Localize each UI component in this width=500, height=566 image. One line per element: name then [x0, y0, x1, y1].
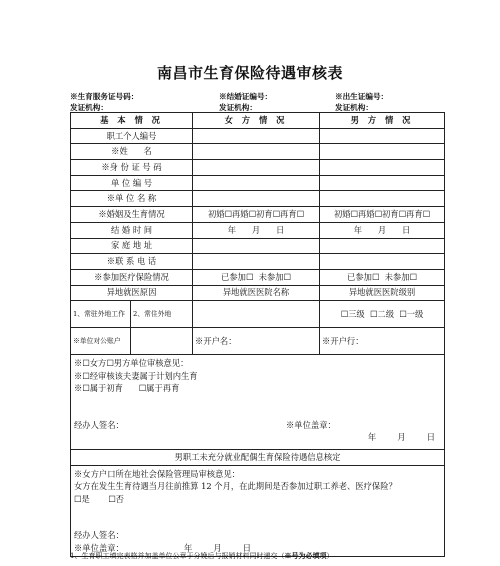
female-marriage-options[interactable]: 初婚☐再婚☐初育☐再育☐: [193, 207, 320, 223]
label-medical-insured: ※参加医疗保险情况: [71, 269, 193, 285]
male-unit-no-cell[interactable]: [320, 175, 445, 191]
row-remote-options: [71, 301, 445, 328]
footnote: [70, 551, 333, 561]
row-unit-name: [71, 191, 445, 207]
social-review-line3[interactable]: ☐是 ☐否: [74, 493, 124, 504]
unit-review-sign-line: [74, 419, 441, 432]
label-marriage-status: ※婚姻及生育情况: [71, 207, 193, 223]
unit-review-date: 年 月 日: [367, 432, 436, 443]
row-marriage-status: [71, 207, 445, 223]
row-unit-no: [71, 175, 445, 191]
row-social-review: [71, 465, 445, 557]
female-insured-options[interactable]: 已参加☐ 未参加☐: [193, 269, 320, 285]
label-phone: ※联 系 电 话: [71, 254, 193, 270]
unit-seal-label: ※单位盖章：: [286, 419, 336, 430]
label-unit-name: ※单 位 名 称: [71, 191, 193, 207]
label-address: 家 庭 地 址: [71, 238, 193, 254]
row-phone: [71, 254, 445, 270]
remote-hospital-name-cell[interactable]: [193, 301, 320, 328]
female-unit-name-cell[interactable]: [193, 191, 320, 207]
reason-option-1[interactable]: 1、常驻外地工作: [71, 301, 131, 328]
issuer-label-3: 发证机构：: [335, 103, 373, 112]
page-title: 南昌市生育保险待遇审核表: [156, 64, 343, 82]
header-row: [71, 113, 445, 129]
label-unit-no: 单 位 编 号: [71, 175, 193, 191]
bank-cell[interactable]: ※开户行：: [320, 328, 445, 355]
label-remote-hospital-level: 异地就医医院级别: [320, 285, 445, 301]
row-employee-no: [71, 128, 445, 144]
insurance-no-label: ※生育服务证号码：: [70, 92, 139, 101]
row-name: [71, 144, 445, 160]
row-marriage-date: [71, 222, 445, 238]
row-info-header: [71, 450, 445, 466]
label-id-no: ※身 份 证 号 码: [71, 160, 193, 176]
row-unit-account: [71, 328, 445, 355]
unit-review-block[interactable]: [71, 355, 445, 450]
female-unit-no-cell[interactable]: [193, 175, 320, 191]
social-review-date: 年 月 日: [184, 542, 252, 553]
male-name-cell[interactable]: [320, 144, 445, 160]
female-id-cell[interactable]: [193, 160, 320, 176]
label-name: ※姓 名: [71, 144, 193, 160]
label-marriage-date: 结 婚 时 间: [71, 222, 193, 238]
male-employee-no-cell[interactable]: [320, 128, 445, 144]
row-unit-review: [71, 355, 445, 450]
social-agent-label: 经办人签名：: [74, 530, 124, 541]
reason-option-2[interactable]: 2、常住外地: [131, 301, 193, 328]
header-basic: 基 本 情 况: [71, 113, 193, 129]
label-employee-no: 职工个人编号: [71, 128, 193, 144]
row-id-no: [71, 160, 445, 176]
female-employee-no-cell[interactable]: [193, 128, 320, 144]
unit-review-line1: ※☐女方☐男方单位审核意见：: [74, 358, 189, 369]
male-insured-options[interactable]: 已参加☐ 未参加☐: [320, 269, 445, 285]
female-marriage-date[interactable]: 年 月 日: [193, 222, 320, 238]
issuer-label-2: 发证机构：: [219, 103, 257, 112]
male-marriage-options[interactable]: 初婚☐再婚☐初育☐再育☐: [320, 207, 445, 223]
female-address-cell[interactable]: [193, 238, 320, 254]
female-name-cell[interactable]: [193, 144, 320, 160]
footnote-required: ※号为必填项: [284, 551, 327, 560]
account-name-cell[interactable]: ※开户名：: [193, 328, 320, 355]
social-seal-label: ※单位盖章：: [74, 542, 124, 553]
row-address: [71, 238, 445, 254]
header-female: 女 方 情 况: [193, 113, 320, 129]
social-review-block[interactable]: [71, 465, 445, 557]
male-phone-cell[interactable]: [320, 254, 445, 270]
unit-review-line2: ※☐经审核该夫妻属于计划内生育: [74, 370, 198, 381]
review-form-table: [70, 112, 445, 557]
footnote-text: 1、生育职工填完表格并加盖单位公章于分娩后与报销材料同时递交（: [70, 552, 285, 560]
male-id-cell[interactable]: [320, 160, 445, 176]
social-review-line1: ※女方户口所在地社会保险管理局审核意见：: [74, 468, 240, 479]
label-unit-account: ※单位对公账户: [71, 328, 131, 355]
male-address-cell[interactable]: [320, 238, 445, 254]
footnote-close: ）: [326, 552, 334, 560]
header-male: 男 方 情 况: [320, 113, 445, 129]
marriage-no-label: ※结婚证编号：: [219, 92, 273, 101]
unit-account-cell[interactable]: [131, 328, 193, 355]
label-remote-hospital-name: 异地就医医院名称: [193, 285, 320, 301]
unit-review-line3: ※☐属于初育 ☐属于再育: [74, 383, 180, 394]
issuer-label-1: 发证机构：: [70, 103, 108, 112]
label-remote-reason: 异地就医原因: [71, 285, 193, 301]
birth-no-label: ※出生证编号：: [335, 92, 389, 101]
info-header: 男职工未充分就业配偶生育保险待遇信息核定: [71, 450, 445, 466]
hospital-level-options[interactable]: ☐三级 ☐二级 ☐一级: [320, 301, 445, 328]
male-unit-name-cell[interactable]: [320, 191, 445, 207]
male-marriage-date[interactable]: 年 月 日: [320, 222, 445, 238]
female-phone-cell[interactable]: [193, 254, 320, 270]
unit-agent-label: 经办人签名：: [74, 419, 124, 430]
row-remote-reason: [71, 285, 445, 301]
social-review-line2: 女方在发生生育待遇当月往前推算 12 个月，在此期间是否参加过职工养老、医疗保险？: [74, 481, 397, 492]
row-medical-insured: [71, 269, 445, 285]
